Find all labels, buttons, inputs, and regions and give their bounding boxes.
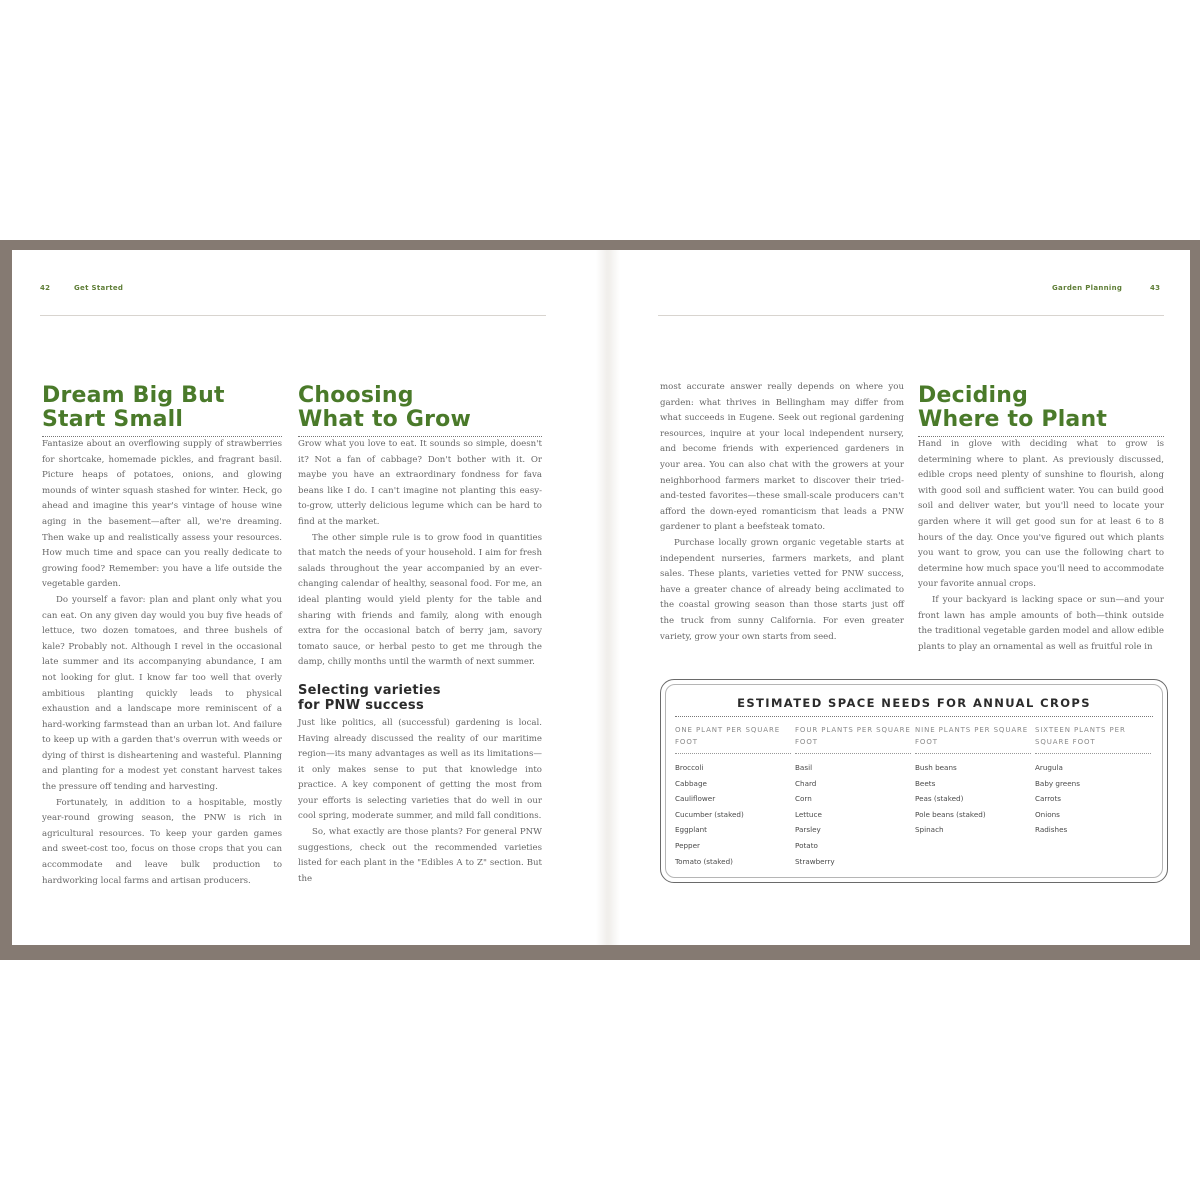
table-column-header: NINE PLANTS PER SQUARE FOOT <box>915 724 1031 754</box>
table-cell: Carrots <box>1035 794 1062 804</box>
paragraph: Purchase locally grown organic vegetable starts at independent nurseries, farmers markets, and plant sales. These plants, varieties vetted for PNW success, have a greater chance of already being acclimated to the coastal growing season than those starts just off the truck from sunny California. For even greater variety, grow your own starts from seed. <box>660 537 904 642</box>
table-cell: Cauliflower <box>675 794 716 804</box>
right-running-head: Garden Planning <box>1052 284 1123 292</box>
table-column-header: SIXTEEN PLANTS PER SQUARE FOOT <box>1035 724 1151 754</box>
dream-big-heading <box>42 384 282 437</box>
dream-big-body <box>42 437 282 889</box>
deciding-heading <box>918 384 1164 437</box>
table-cell: Parsley <box>795 825 821 835</box>
left-page-number: 42 <box>40 284 51 292</box>
table-cell: Lettuce <box>795 809 822 819</box>
table-cell: Bush beans <box>915 763 957 772</box>
table-cell: Corn <box>795 794 812 804</box>
table-cell: Broccoli <box>675 763 704 772</box>
dream-big-section <box>42 384 282 889</box>
table-column-nine-plants <box>915 724 1031 838</box>
left-running-head: Get Started <box>74 284 124 292</box>
continuation-section <box>660 380 904 645</box>
paragraph: The other simple rule is to grow food in quantities that match the needs of your household. I aim for fresh salads throughout the year accompanied by an ever-changing calendar of healthy, seasonal food. For me, an ideal planting would yield plenty for the table and sharing with friends and family, along with enough extra for the occasional batch of berry jam, savory tomato sauce, or herbal pesto to get me through the damp, chilly months until the warmth of next summer. <box>298 532 542 668</box>
deciding-section <box>918 384 1164 655</box>
left-header-rule <box>40 315 546 316</box>
right-page-number: 43 <box>1150 284 1161 292</box>
table-cell: Eggplant <box>675 825 708 835</box>
paragraph: Fortunately, in addition to a hospitable, mostly year-round growing season, the PNW is rich in agricultural resources. To keep your garden games and sweet-cost too, focus on those crops that you can accommodate and leave bulk production to hardworking local farms and artisan producers. <box>42 797 282 886</box>
table-cell: Potato <box>795 840 818 850</box>
paragraph: Do yourself a favor: plan and plant only what you can eat. On any given day would you buy five heads of lettuce, two dozen tomatoes, and three bushels of kale? Probably not. Although I revel in the occasional late summer and its accompanying abundance, I am not looking for glut. I know far too well that overly ambitious planting quickly leads to physical exhaustion and a landscape more reminiscent of a hard-working farmstead than an urban lot. And failure to keep up with a garden that's overrun with weeds or dying of thirst is disheartening and wasteful. Planning and planting for a modest yet constant harvest takes the pressure off tending and harvesting. <box>42 594 282 793</box>
table-cell: Pole beans (staked) <box>915 809 986 819</box>
table-cell: Onions <box>1035 809 1060 819</box>
paragraph: If your backyard is lacking space or sun—and your front lawn has ample amounts of both—think outside the traditional vegetable garden model and allow edible plants to play an ornamental as well as fruitful role in <box>918 594 1164 652</box>
page-gutter <box>596 250 620 945</box>
selecting-subheading-line1: Selecting varieties <box>298 682 441 698</box>
choosing-section <box>298 384 542 887</box>
paragraph: Just like politics, all (successful) gardening is local. Having already discussed the reality of our maritime region—its many advantages as well as its limitations—it only makes sense to put that knowledge into practice. A key component of getting the most from your efforts is selecting varieties that do well in our cool spring, moderate summer, and mild fall conditions. <box>298 717 542 822</box>
deciding-heading-line2: Where to Plant <box>918 407 1108 432</box>
choosing-body <box>298 437 542 671</box>
table-cell: Beets <box>915 778 936 788</box>
book-spread <box>12 250 1190 945</box>
right-header-rule <box>658 315 1164 316</box>
book-spread-frame <box>0 240 1200 960</box>
table-cell: Cucumber (staked) <box>675 809 744 819</box>
table-cell: Strawberry <box>795 856 835 866</box>
table-cell: Arugula <box>1035 763 1063 772</box>
space-needs-table <box>660 679 1168 883</box>
paragraph: most accurate answer really depends on where you garden: what thrives in Bellingham may differ from what succeeds in Eugene. Seek out regional gardening resources, inquire at your local independent nursery, and become friends with experienced gardeners in your area. You can also chat with the growers at your neighborhood farmers market to discover their tried-and-tested favorites—these small-scale producers can't afford the down-eyed romanticism that leads a PNW gardener to plant a beefsteak tomato. <box>660 382 904 533</box>
table-cell: Tomato (staked) <box>675 856 733 866</box>
deciding-heading-line1: Deciding <box>918 383 1029 408</box>
table-cell: Pepper <box>675 840 701 850</box>
table-cell: Chard <box>795 778 817 788</box>
dream-big-heading-line1: Dream Big But <box>42 383 225 408</box>
table-title-rule <box>675 716 1153 717</box>
choosing-heading <box>298 384 542 437</box>
paragraph: So, what exactly are those plants? For general PNW suggestions, check out the recommended varieties listed for each plant in the "Edibles A to Z" section. But the <box>298 827 542 884</box>
paragraph: Fantasize about an overflowing supply of strawberries for shortcake, homemade pickles, and fragrant basil. Picture heaps of potatoes, onions, and glowing mounds of winter squash stashed for winter. Heck, go ahead and imagine this year's vintage of house wine aging in the basement—after all, we're dreaming. Then wake up and realistically assess your resources. How much time and space can you really dedicate to growing food? Remember: you have a life outside the vegetable garden. <box>42 439 282 590</box>
selecting-subheading-line2: for PNW success <box>298 697 424 713</box>
table-cell: Spinach <box>915 825 944 835</box>
table-column-one-plant <box>675 724 791 869</box>
table-cell: Basil <box>795 763 813 772</box>
table-cell: Radishes <box>1035 825 1068 835</box>
table-column-header: FOUR PLANTS PER SQUARE FOOT <box>795 724 911 754</box>
dream-big-heading-line2: Start Small <box>42 407 184 432</box>
selecting-varieties-subheading <box>298 683 542 713</box>
table-cell: Baby greens <box>1035 778 1080 788</box>
table-column-header: ONE PLANT PER SQUARE FOOT <box>675 724 791 754</box>
paragraph: Hand in glove with deciding what to grow is determining where to plant. As previously discussed, edible crops need plenty of sunshine to flourish, along with good soil and sufficient water. You can build good soil and deliver water, but you'll need to locate your garden where it will get good sun for at least 6 to 8 hours of the day. Once you've figured out which plants you want to grow, you can use the following chart to determine how much space you'll need to accommodate your favorite annual crops. <box>918 439 1164 590</box>
table-cell: Peas (staked) <box>915 794 964 804</box>
selecting-body <box>298 716 542 888</box>
deciding-body <box>918 437 1164 655</box>
paragraph: Grow what you love to eat. It sounds so simple, doesn't it? Not a fan of cabbage? Don't bother with it. Or maybe you have an extraordinary fondness for fava beans like I do. I can't imagine not planting this easy-to-grow, utterly delicious legume which can be hard to find at the market. <box>298 439 542 527</box>
table-cell: Cabbage <box>675 778 707 788</box>
choosing-heading-line1: Choosing <box>298 383 414 408</box>
choosing-heading-line2: What to Grow <box>298 407 471 432</box>
table-column-four-plants <box>795 724 911 869</box>
table-column-sixteen-plants <box>1035 724 1151 838</box>
continuation-body <box>660 380 904 645</box>
table-title: ESTIMATED SPACE NEEDS FOR ANNUAL CROPS <box>737 696 1091 710</box>
